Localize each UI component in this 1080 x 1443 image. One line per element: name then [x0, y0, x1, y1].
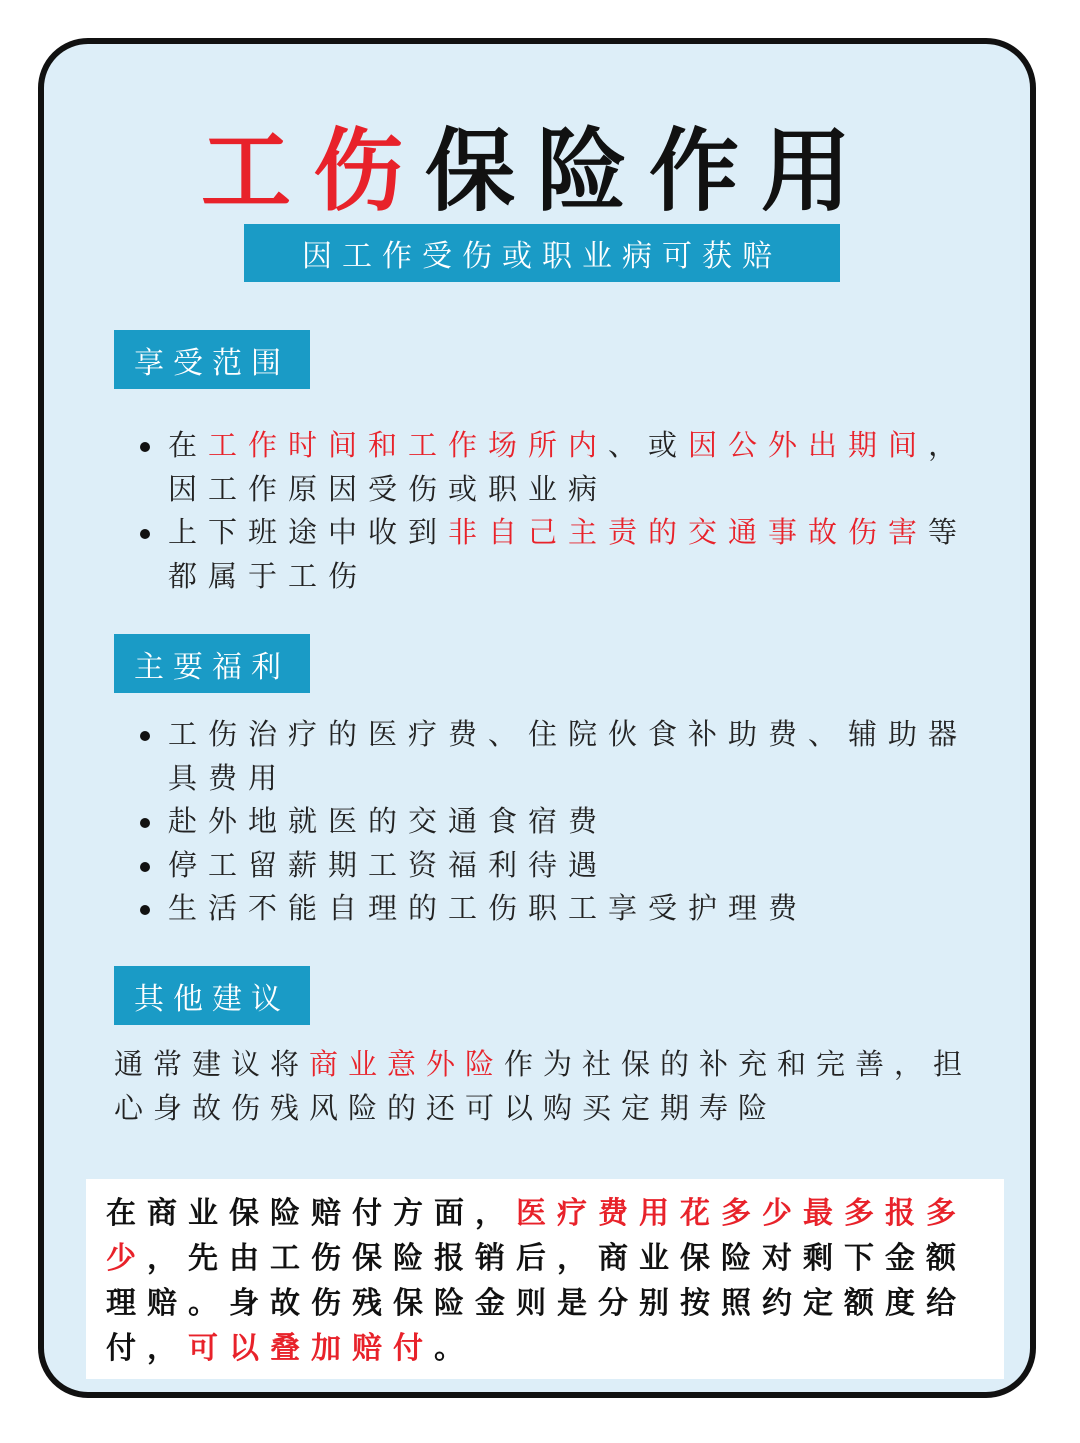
title-red-part: 工伤: [201, 119, 425, 224]
title-black-part: 保险作用: [425, 119, 873, 224]
advice-c: 作为社保的补充和完善，担心身故伤残风险的还可以购买定期寿险: [114, 1047, 973, 1125]
info-card: [38, 38, 1036, 1398]
list-item: [134, 511, 1004, 598]
section-tag-scope: 享受范围: [114, 330, 310, 389]
subtitle-banner: 因工作受伤或职业病可获赔: [244, 224, 840, 282]
scope-item1-b: 工作时间和工作场所内: [208, 428, 609, 462]
note-c: ，先由工伤保险报销后，商业保险对剩下金额理赔。身故伤残保险金则是分别按照约定额度给付，: [106, 1241, 967, 1366]
scope-item1-c: 、或: [608, 428, 689, 462]
note-b: 医疗费用花多少最多报多少: [106, 1196, 967, 1276]
list-item: 停工留薪期工资福利待遇: [134, 844, 1004, 888]
scope-item1-e: ，因工作原因受伤或职业病: [168, 428, 969, 506]
note-d: 可以叠加赔付: [188, 1331, 434, 1366]
scope-item2-c: 等都属于工伤: [168, 515, 969, 593]
list-item: 生活不能自理的工伤职工享受护理费: [134, 887, 1004, 931]
section-tag-benefits: 主要福利: [114, 634, 310, 693]
scope-list: [134, 424, 1004, 598]
note-box: [86, 1179, 1004, 1379]
advice-paragraph: [114, 1042, 1004, 1130]
benefits-list: [134, 713, 1004, 931]
scope-item1-a: 在: [168, 428, 209, 462]
advice-b: 商业意外险: [309, 1047, 505, 1081]
list-item: 赴外地就医的交通食宿费: [134, 800, 1004, 844]
scope-item2-a: 上下班途中收到: [168, 515, 449, 549]
section-tag-advice: 其他建议: [114, 966, 310, 1025]
list-item: [134, 424, 1004, 511]
advice-a: 通常建议将: [114, 1047, 310, 1081]
scope-item1-d: 因公外出期间: [688, 428, 929, 462]
note-e: 。: [434, 1331, 475, 1366]
page-title: [44, 119, 1030, 224]
list-item: 工伤治疗的医疗费、住院伙食补助费、辅助器具费用: [134, 713, 1004, 800]
note-a: 在商业保险赔付方面，: [106, 1196, 516, 1231]
scope-item2-b: 非自己主责的交通事故伤害: [448, 515, 929, 549]
